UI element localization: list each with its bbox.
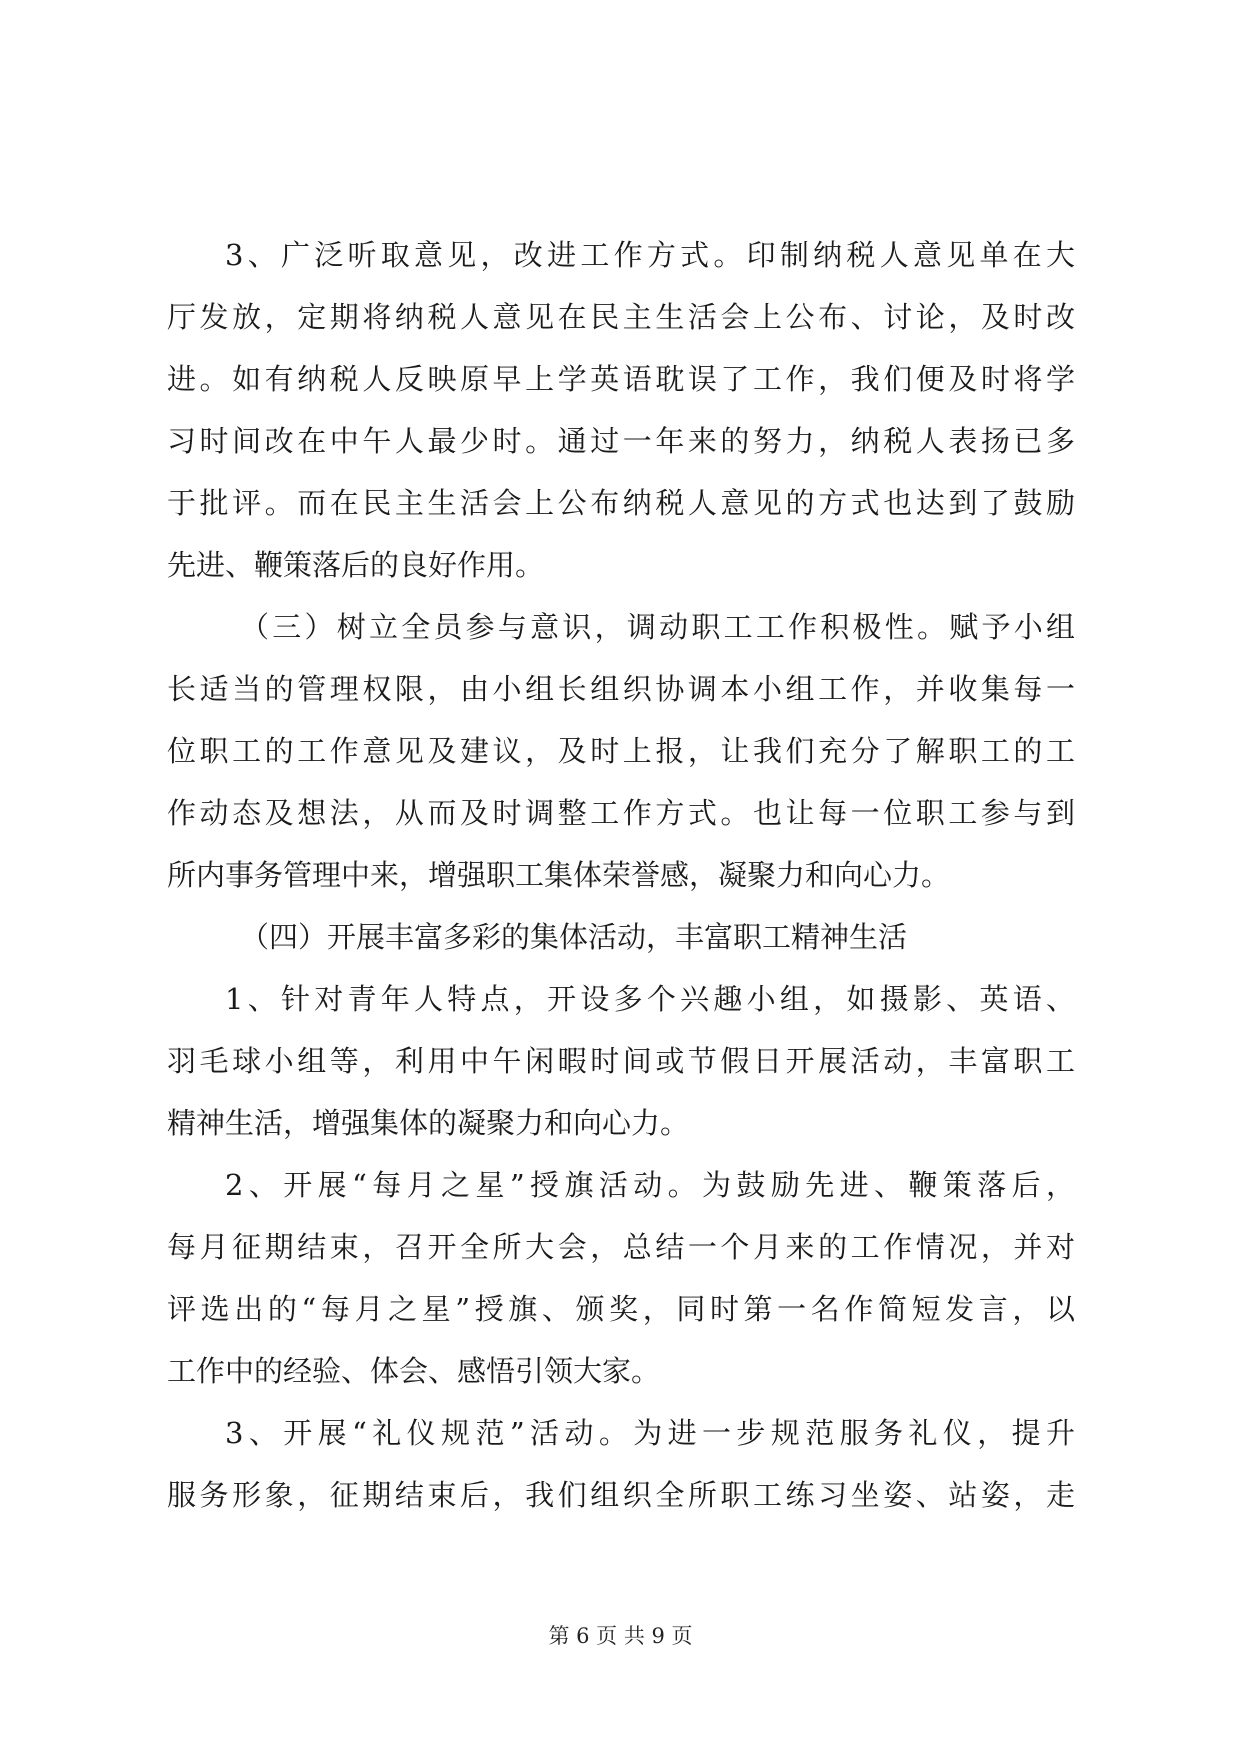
text-line: 位职工的工作意见及建议，及时上报，让我们充分了解职工的工: [167, 734, 1075, 768]
text-line: 于批评。而在民主生活会上公布纳税人意见的方式也达到了鼓励: [167, 486, 1075, 520]
paragraph-feedback: [167, 224, 1075, 596]
text-line: 厅发放，定期将纳税人意见在民主生活会上公布、讨论，及时改: [167, 300, 1075, 334]
text-line: 进。如有纳税人反映原早上学英语耽误了工作，我们便及时将学: [167, 362, 1075, 396]
text-line: 2、开展“每月之星”授旗活动。为鼓励先进、鞭策落后，: [225, 1168, 1075, 1202]
text-line: 评选出的“每月之星”授旗、颁奖，同时第一名作简短发言，以: [167, 1292, 1075, 1326]
text-line: 所内事务管理中来，增强职工集体荣誉感，凝聚力和向心力。: [167, 858, 951, 892]
paragraph-star-of-month: [167, 1154, 1075, 1402]
text-line: 每月征期结束，召开全所大会，总结一个月来的工作情况，并对: [167, 1230, 1075, 1264]
text-line: 服务形象，征期结束后，我们组织全所职工练习坐姿、站姿，走: [167, 1478, 1075, 1512]
text-line: 先进、鞭策落后的良好作用。: [167, 548, 545, 582]
text-line: 1、针对青年人特点，开设多个兴趣小组，如摄影、英语、: [225, 982, 1075, 1016]
text-line: 习时间改在中午人最少时。通过一年来的努力，纳税人表扬已多: [167, 424, 1075, 458]
paragraph-interest-groups: [167, 968, 1075, 1154]
document-body: [167, 224, 1075, 1526]
page-number-footer: 第 6 页 共 9 页: [548, 1624, 693, 1648]
paragraph-section-three: [167, 596, 1075, 906]
text-line: 3、广泛听取意见，改进工作方式。印制纳税人意见单在大: [225, 238, 1075, 272]
text-line: 3、开展“礼仪规范”活动。为进一步规范服务礼仪，提升: [225, 1416, 1075, 1450]
section-heading-line: （四）开展丰富多彩的集体活动，丰富职工精神生活: [240, 920, 908, 954]
paragraph-section-four-heading: [167, 906, 1075, 968]
text-line: 长适当的管理权限，由小组长组织协调本小组工作，并收集每一: [167, 672, 1075, 706]
text-line: 羽毛球小组等，利用中午闲暇时间或节假日开展活动，丰富职工: [167, 1044, 1075, 1078]
section-heading-line: （三）树立全员参与意识，调动职工工作积极性。赋予小组: [240, 610, 1075, 644]
text-line: 精神生活，增强集体的凝聚力和向心力。: [167, 1106, 690, 1140]
text-line: 工作中的经验、体会、感悟引领大家。: [167, 1354, 661, 1388]
text-line: 作动态及想法，从而及时调整工作方式。也让每一位职工参与到: [167, 796, 1075, 830]
paragraph-etiquette: [167, 1402, 1075, 1526]
